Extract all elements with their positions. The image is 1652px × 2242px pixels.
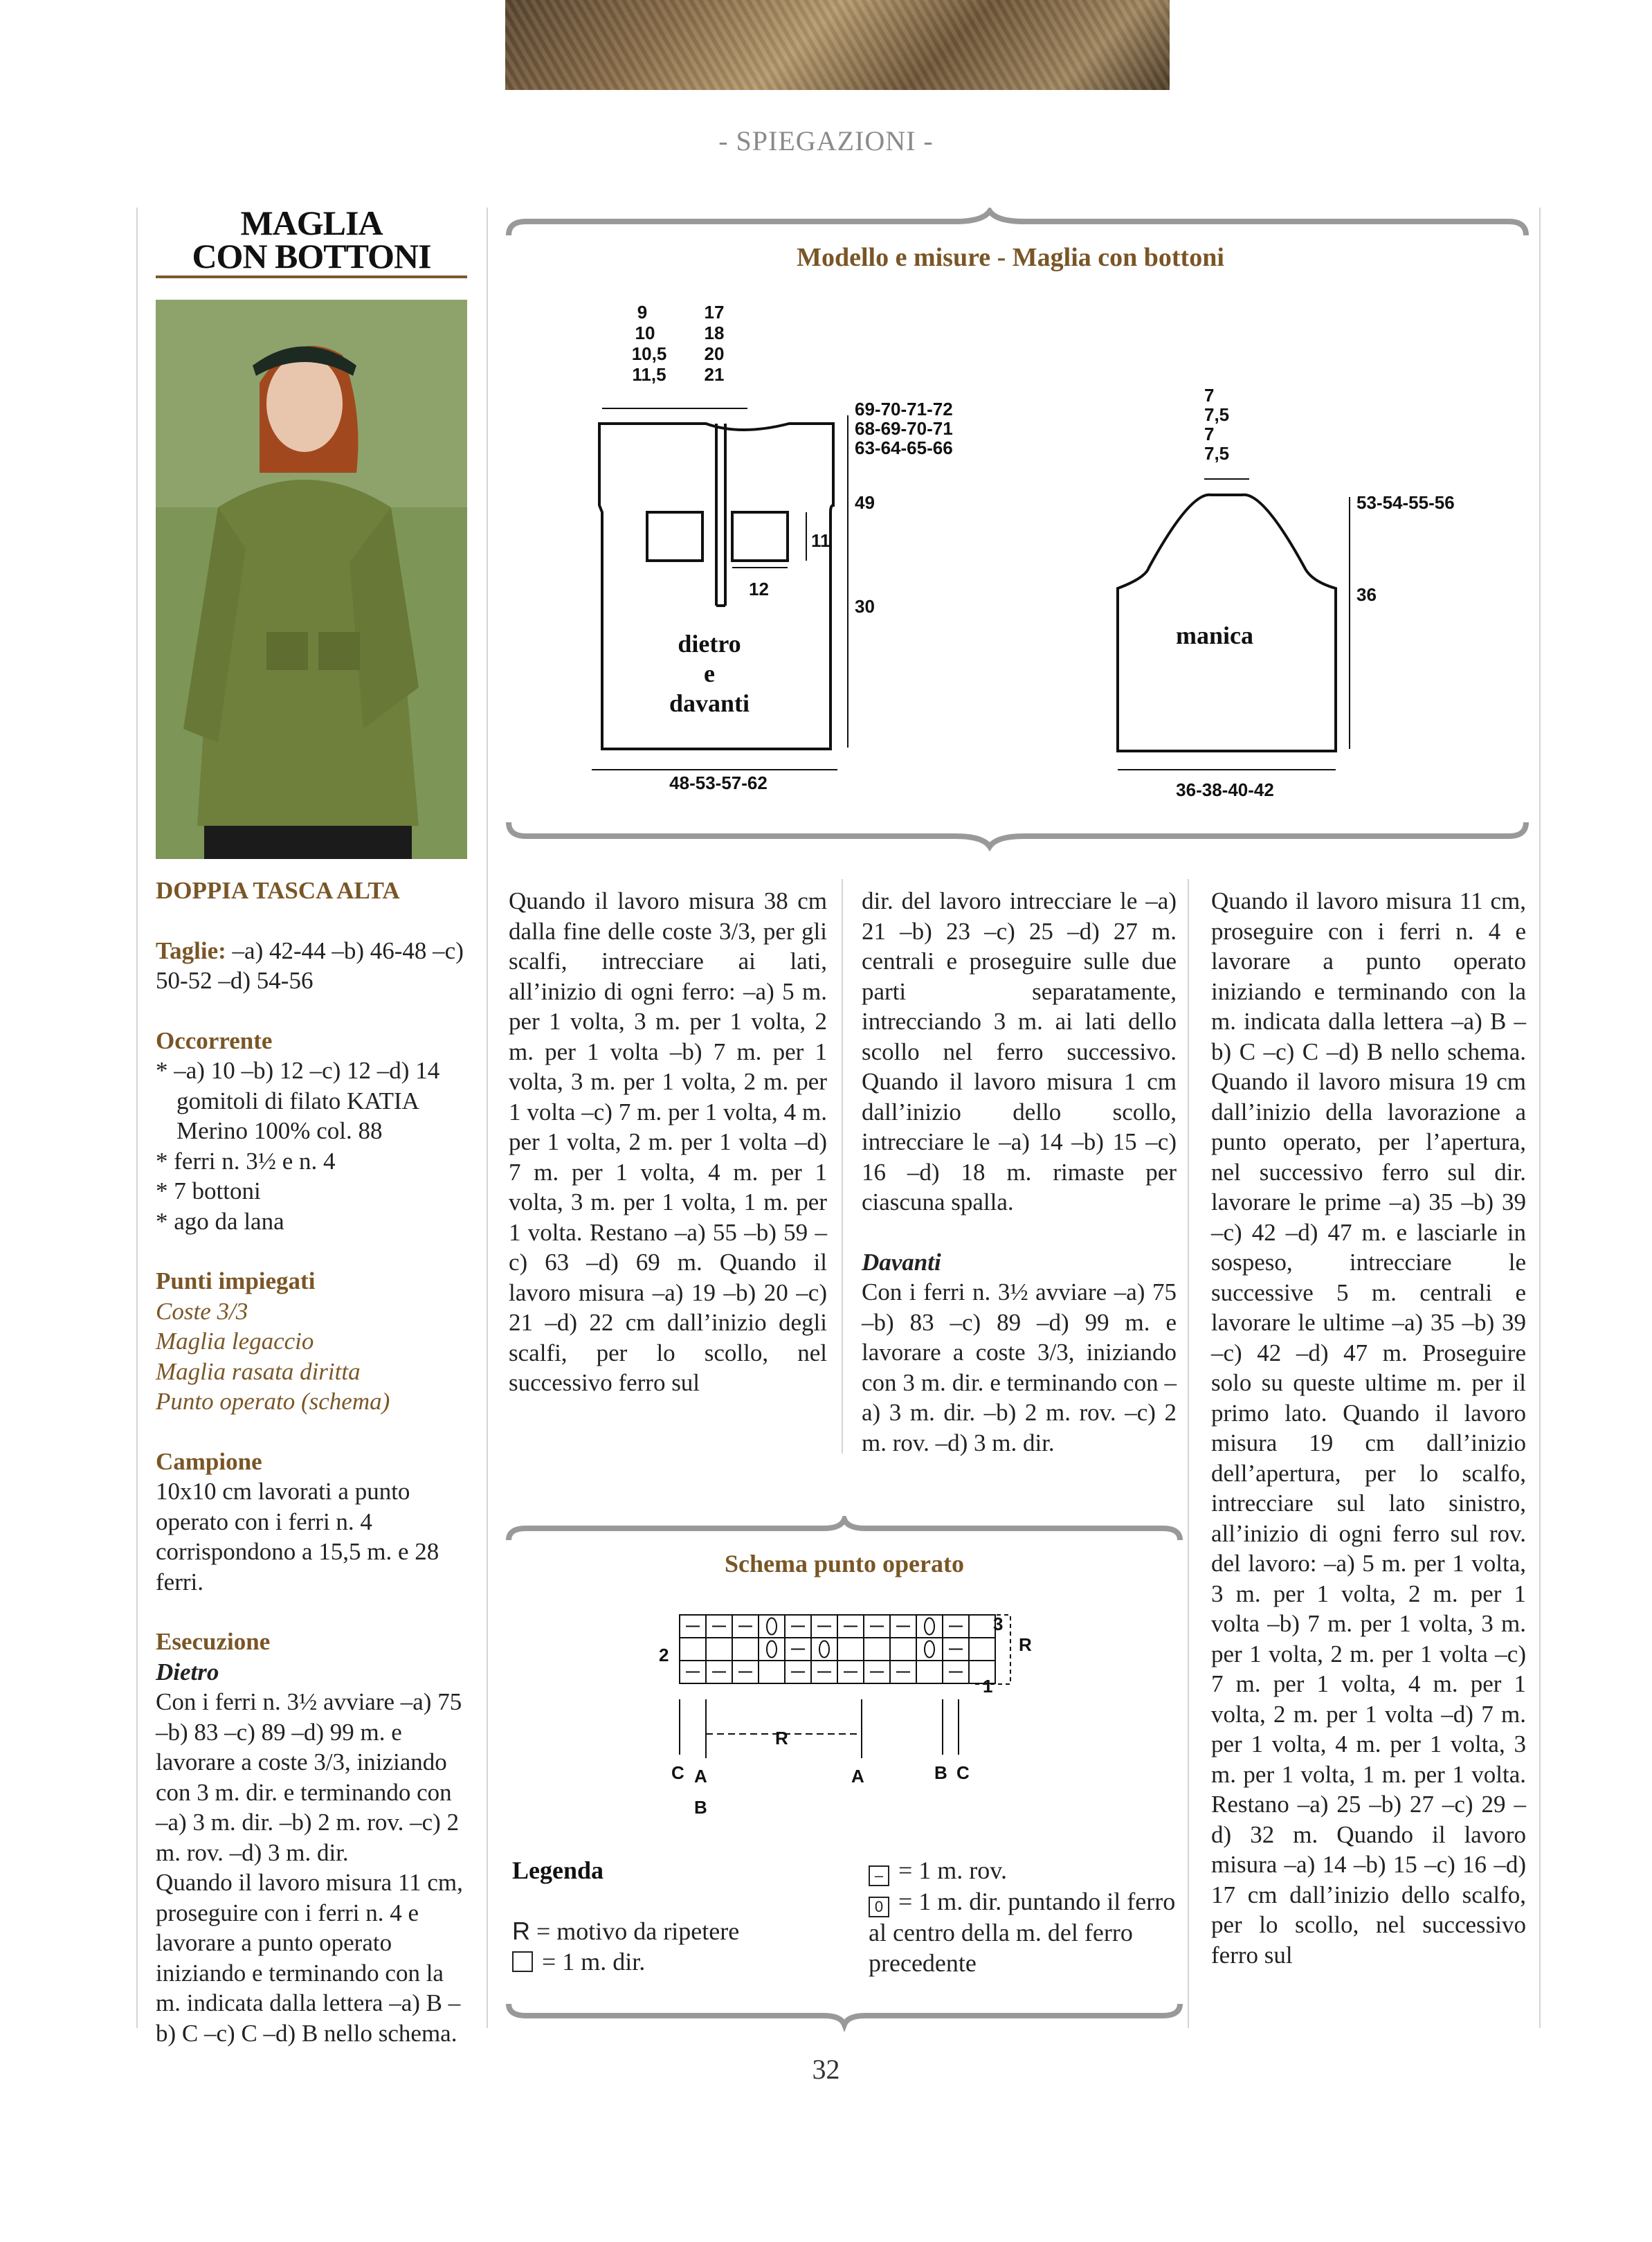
- chart-cell: [969, 1615, 995, 1638]
- column-2: [509, 886, 827, 1398]
- svg-text:11,5: 11,5: [632, 364, 666, 385]
- stitches-heading: Punti impiegati: [156, 1267, 316, 1294]
- oval-mark: [767, 1641, 777, 1658]
- oval-mark: [925, 1641, 934, 1658]
- stitch-grid: [680, 1615, 995, 1683]
- svg-text:7,5: 7,5: [1204, 404, 1230, 425]
- chart-cell: [706, 1638, 732, 1661]
- svg-text:21: 21: [704, 364, 725, 385]
- stitch-item: Maglia legaccio: [156, 1328, 314, 1355]
- col4-text: Quando il lavoro misura 11 cm, proseguire con i ferri n. 4 e lavorare a punto operato iniziando e terminando con la m. indicata dalla lettera –a) B –b) C –c) C –d) B nello schema. Quando il lavoro misura 19 cm dall’inizio della lavorazione a punto operato, per l’apertura, nel successivo ferro sul dir. lavorare le prime –a) 35 –b) 39 –c) 42 –d) 47 m. e lasciarle in sospeso, intrecciare le successive 5 m. centrali e lavorare le ultime –a) 35 –b) 39 –c) 42 –d) 47 m. Proseguire solo su queste ultime m. per il primo lato. Quando il lavoro misura 19 cm dall’inizio dell’apertura, per lo scalfo, intrecciare sul lato sinistro, all’inizio di ogni ferro sul rov. del lavoro: –a) 5 m. per 1 volta, 3 m. per 1 volta, 2 m. per 1 volta –b) 7 m. per 1 volta, 3 m. per 1 volta, 2 m. per 1 volta –c) 7 m. per 1 volta, 4 m. per 1 volta, 2 m. per 1 volta –d) 7 m. per 1 volta, 4 m. per 1 volta, 3 m. per 1 volta, 1 m. per 1 volta. Restano –a) 25 –b) 27 –c) 29 –d) 32 m. Quando il lavoro misura –a) 14 –b) 15 –c) 16 –d) 17 cm dall’inizio dello scalfo, per lo scollo, nel successivo ferro sul: [1211, 887, 1526, 1969]
- section-label: - SPIEGAZIONI -: [718, 125, 934, 156]
- svg-text:36-38-40-42: 36-38-40-42: [1176, 779, 1274, 800]
- title-rule: [156, 275, 467, 278]
- chart-cell: [680, 1638, 706, 1661]
- chart-cell: [864, 1638, 890, 1661]
- chart-cell: [732, 1638, 759, 1661]
- svg-text:10,5: 10,5: [631, 343, 667, 364]
- svg-text:C: C: [671, 1762, 684, 1783]
- svg-text:30: 30: [855, 596, 875, 617]
- chart-cell: [890, 1638, 916, 1661]
- svg-text:20: 20: [704, 343, 725, 364]
- svg-text:R: R: [1019, 1634, 1032, 1655]
- legend-item: 0 = 1 m. dir. puntando il ferro al centro della m. del ferro precedente: [869, 1888, 1176, 1977]
- oval-mark: [819, 1641, 829, 1658]
- pocket-right: [732, 512, 788, 561]
- oval-icon: 0: [869, 1897, 889, 1917]
- svg-text:48-53-57-62: 48-53-57-62: [669, 772, 768, 793]
- svg-text:1: 1: [983, 1676, 993, 1697]
- svg-text:63-64-65-66: 63-64-65-66: [855, 437, 953, 458]
- svg-text:10: 10: [635, 323, 655, 343]
- column-1: [156, 876, 467, 2048]
- diagram-title: Modello e misure - Maglia con bottoni: [797, 243, 1224, 272]
- materials-heading: Occorrente: [156, 1027, 273, 1054]
- chart-cell: [969, 1638, 995, 1661]
- svg-text:davanti: davanti: [669, 689, 750, 717]
- chart-cell: [916, 1661, 943, 1683]
- front-text: Con i ferri n. 3½ avviare –a) 75 –b) 83 –c) 89 –d) 99 m. e lavorare a coste 3/3, iniziando con 3 m. dir. e terminando con –a) 3 m. dir. –b) 2 m. rov. –c) 2 m. rov. –d) 3 m. dir.: [862, 1278, 1177, 1456]
- back-text: Quando il lavoro misura 11 cm, proseguire con i ferri n. 4 e lavorare a punto operato iniziando e terminando con la m. indicata dalla lettera –a) B –b) C –c) C –d) B nello schema.: [156, 1869, 463, 2047]
- legend-item: = 1 m. dir.: [512, 1946, 830, 1977]
- svg-text:69-70-71-72: 69-70-71-72: [855, 399, 953, 419]
- stitch-chart-title: Schema punto operato: [724, 1550, 964, 1577]
- subtitle: DOPPIA TASCA ALTA: [156, 877, 400, 904]
- chart-cell: [837, 1638, 864, 1661]
- oval-mark: [767, 1618, 777, 1635]
- model-photo: [156, 300, 467, 859]
- svg-text:dietro: dietro: [678, 630, 741, 658]
- svg-text:18: 18: [704, 323, 725, 343]
- column-divider: [136, 208, 138, 2028]
- legend-heading: Legenda: [512, 1856, 604, 1884]
- svg-text:manica: manica: [1176, 622, 1253, 649]
- legend-left: [512, 1855, 830, 1977]
- svg-text:2: 2: [659, 1645, 669, 1665]
- frame-bottom: [509, 822, 1526, 847]
- frame-bottom: [509, 2004, 1180, 2025]
- header-photo: [505, 0, 1170, 90]
- svg-text:e: e: [704, 660, 715, 687]
- back-text: Con i ferri n. 3½ avviare –a) 75 –b) 83 –c) 89 –d) 99 m. e lavorare a coste 3/3, iniziando con 3 m. dir. e terminando con –a) 3 m. dir. –b) 2 m. rov. –c) 2 m. rov. –d) 3 m. dir.: [156, 1688, 462, 1866]
- gauge-text: 10x10 cm lavorati a punto operato con i ferri n. 4 corrispondono a 15,5 m. e 28 ferri.: [156, 1478, 439, 1595]
- sizes: Taglie: –a) 42-44 –b) 46-48 –c) 50-52 –d) 54-56: [156, 937, 464, 994]
- material-item: * ferri n. 3½ e n. 4: [156, 1147, 336, 1175]
- stitch-item: Maglia rasata diritta: [156, 1357, 361, 1385]
- svg-text:7,5: 7,5: [1204, 443, 1230, 464]
- exec-heading: Esecuzione: [156, 1628, 271, 1655]
- svg-text:B: B: [934, 1762, 947, 1783]
- col2-text: Quando il lavoro misura 38 cm dalla fine delle coste 3/3, per gli scalfi, intrecciare ai lati, all’inizio di ogni ferro: –a) 5 m. per 1 volta, 3 m. per 1 volta, 2 m. per 1 volta –b) 7 m. per 1 volta, 3 m. per 1 volta, 2 m. per 1 volta –c) 7 m. per 1 volta, 4 m. per 1 volta, 2 m. per 1 volta –d) 7 m. per 1 volta, 4 m. per 1 volta, 3 m. per 1 volta, 1 m. per 1 volta. Restano –a) 55 –b) 59 –c) 63 –d) 69 m. Quando il lavoro misura –a) 19 –b) 20 –c) 21 –d) 22 cm dall’inizio degli scalfi, per lo scollo, nel successivo ferro sul: [509, 887, 827, 1396]
- svg-text:17: 17: [704, 302, 725, 323]
- frame-top: [509, 211, 1526, 235]
- material-item: * ago da lana: [156, 1207, 284, 1235]
- col3-text: dir. del lavoro intrecciare le –a) 21 –b) 23 –c) 25 –d) 27 m. centrali e proseguire sulle due parti separatamente, intrecciando 3 m. ai lati dello scollo nel ferro successivo. Quando il lavoro misura 1 cm dall’inizio dello scollo, intrecciare le –a) 14 –b) 15 –c) 16 –d) 18 m. rimaste per ciascuna spalla.: [862, 887, 1177, 1215]
- page-number: 32: [812, 2054, 840, 2085]
- empty-box-icon: [512, 1951, 533, 1972]
- material-item: * –a) 10 –b) 12 –c) 12 –d) 14 gomitoli di filato KATIA Merino 100% col. 88: [156, 1057, 440, 1144]
- svg-text:7: 7: [1204, 424, 1215, 444]
- measurements-diagram: [498, 208, 1536, 851]
- svg-text:R: R: [775, 1728, 788, 1748]
- pocket-left: [647, 512, 702, 561]
- svg-text:9: 9: [637, 302, 648, 323]
- legend-right: [869, 1855, 1180, 1978]
- back-heading: Dietro: [156, 1658, 219, 1685]
- svg-text:A: A: [694, 1766, 707, 1787]
- column-divider: [842, 879, 843, 1454]
- svg-text:53-54-55-56: 53-54-55-56: [1356, 492, 1455, 513]
- frame-top: [509, 1519, 1180, 1540]
- svg-text:49: 49: [855, 492, 875, 513]
- purl-icon: –: [869, 1865, 889, 1886]
- svg-text:C: C: [956, 1762, 970, 1783]
- svg-text:3: 3: [993, 1613, 1004, 1634]
- svg-text:11: 11: [811, 530, 830, 551]
- material-item: * 7 bottoni: [156, 1177, 261, 1204]
- svg-text:36: 36: [1356, 584, 1377, 605]
- stitch-item: Coste 3/3: [156, 1297, 248, 1325]
- svg-text:7: 7: [1204, 385, 1215, 406]
- legend-item: R = motivo da ripetere: [512, 1917, 740, 1945]
- svg-text:A: A: [851, 1766, 864, 1787]
- gauge-heading: Campione: [156, 1447, 262, 1475]
- svg-text:B: B: [694, 1797, 707, 1818]
- column-3: [862, 886, 1177, 1458]
- oval-mark: [925, 1618, 934, 1635]
- svg-text:68-69-70-71: 68-69-70-71: [855, 418, 953, 439]
- front-heading: Davanti: [862, 1248, 941, 1276]
- chart-cell: [759, 1661, 785, 1683]
- column-4: [1211, 886, 1526, 1970]
- column-divider: [1539, 208, 1541, 2028]
- column-divider: [487, 208, 488, 2028]
- article-title: MAGLIA CON BOTTONI: [192, 204, 431, 275]
- svg-text:12: 12: [749, 579, 769, 599]
- legend-item: – = 1 m. rov.: [869, 1855, 1180, 1886]
- stitch-item: Punto operato (schema): [156, 1388, 390, 1415]
